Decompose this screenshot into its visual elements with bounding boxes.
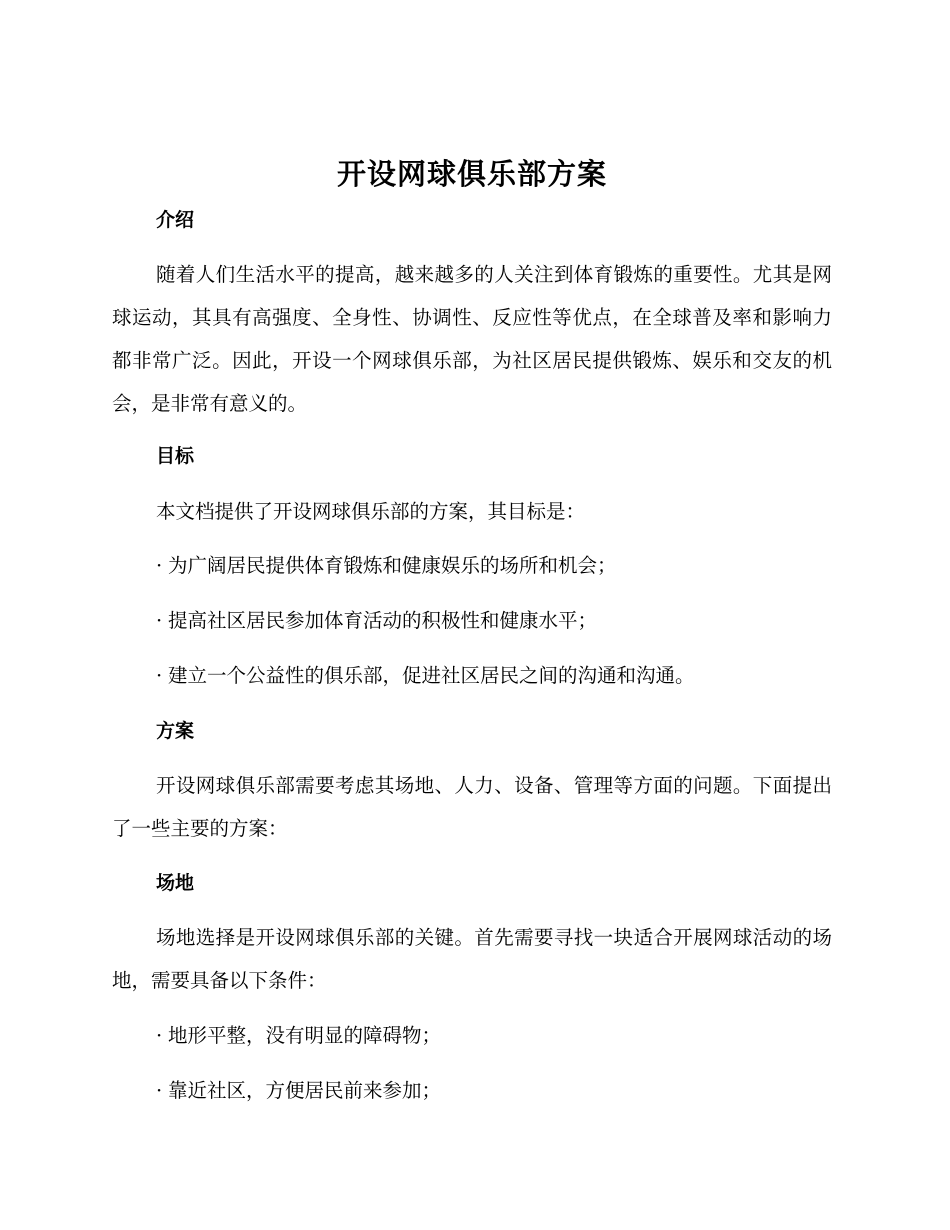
venue-bullet-text: 地形平整，没有明显的障碍物；	[168, 1024, 442, 1047]
bullet-dot: ·	[156, 609, 163, 632]
section-heading-goal: 目标	[156, 445, 195, 467]
venue-bullet	[156, 1077, 832, 1105]
document-title: 开设网球俱乐部方案	[336, 157, 607, 191]
venue-paragraph: 场地选择是开设网球俱乐部的关键。首先需要寻找一块适合开展网球活动的场地，需要具备以下条件：	[112, 926, 832, 992]
venue-bullet	[156, 1022, 832, 1050]
goal-bullet-text: 提高社区居民参加体育活动的积极性和健康水平；	[168, 609, 598, 632]
goal-bullet	[156, 607, 832, 635]
bullet-dot: ·	[156, 1079, 163, 1102]
plan-paragraph: 开设网球俱乐部需要考虑其场地、人力、设备、管理等方面的问题。下面提出了一些主要的方案：	[112, 774, 832, 840]
bullet-dot: ·	[156, 664, 163, 687]
goal-bullet	[156, 662, 832, 690]
document-page	[112, 0, 832, 1230]
venue-bullet-text: 靠近社区，方便居民前来参加；	[168, 1079, 442, 1102]
section-heading-intro: 介绍	[156, 209, 195, 231]
bullet-dot: ·	[156, 1024, 163, 1047]
goal-bullet-text: 为广阔居民提供体育锻炼和健康娱乐的场所和机会；	[168, 554, 617, 577]
section-heading-plan: 方案	[156, 720, 195, 742]
goal-paragraph: 本文档提供了开设网球俱乐部的方案，其目标是：	[156, 500, 586, 523]
bullet-dot: ·	[156, 554, 163, 577]
intro-paragraph: 随着人们生活水平的提高，越来越多的人关注到体育锻炼的重要性。尤其是网球运动，其具有高强度、全身性、协调性、反应性等优点，在全球普及率和影响力都非常广泛。因此，开设一个网球俱乐部，为社区居民提供锻炼、娱乐和交友的机会，是非常有意义的。	[112, 263, 832, 415]
goal-bullet-text: 建立一个公益性的俱乐部，促进社区居民之间的沟通和沟通。	[168, 664, 695, 687]
goal-bullet	[156, 552, 832, 580]
section-heading-venue: 场地	[156, 872, 195, 894]
